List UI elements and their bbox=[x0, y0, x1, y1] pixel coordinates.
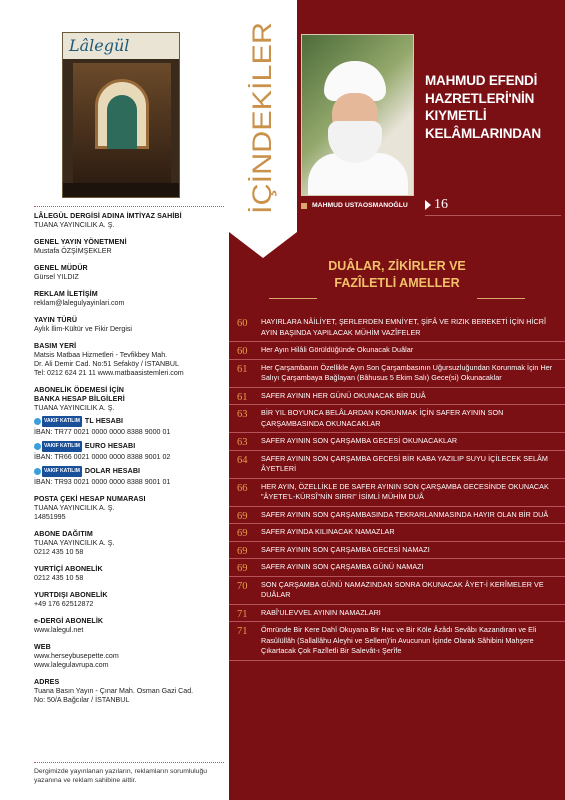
colophon-block-edergi: e-DERGİ ABONELİK www.lalegul.net bbox=[34, 617, 104, 634]
contents-heading-text: İÇİNDEKİLER bbox=[248, 44, 277, 214]
section-heading: DUÂLAR, ZİKİRLER VE FAZÎLETLİ AMELLER bbox=[328, 259, 466, 290]
colophon-block-publisher: LÂLEGÜL DERGİSİ ADINA İMTİYAZ SAHİBİ TUANA YAYINCILIK A. Ş. bbox=[34, 212, 182, 229]
feature-photo bbox=[301, 34, 414, 196]
toc-entry-title: SAFER AYININ HER GÜNÜ OKUNACAK BİR DUÂ bbox=[261, 390, 426, 400]
bank-logo-icon bbox=[34, 468, 41, 475]
section-rule-right bbox=[477, 298, 525, 299]
divider bbox=[34, 762, 224, 763]
toc-entry-page: 69 bbox=[237, 510, 248, 522]
toc-entry-title: BİR YIL BOYUNCA BELÂLARDAN KORUNMAK İÇİN SAFER AYININ SON ÇARŞAMBASINDA OKUNACAKLAR bbox=[261, 408, 504, 428]
toc-entry-page: 63 bbox=[237, 437, 248, 448]
bank-logo-icon bbox=[34, 418, 41, 425]
toc-entry-title: SON ÇARŞAMBA GÜNÜ NAMAZINDAN SONRA OKUNACAK ÂYET-İ KERÎMELER VE DUÂLAR bbox=[261, 579, 544, 599]
toc-entry[interactable] bbox=[229, 479, 565, 507]
colophon-block-web: WEB www.herseybusepette.com www.lalegulavrupa.com bbox=[34, 643, 119, 669]
contents-heading bbox=[248, 18, 278, 218]
toc-entry[interactable] bbox=[229, 622, 565, 661]
toc-entry-page: 63 bbox=[237, 409, 248, 420]
toc-entry-page: 69 bbox=[237, 563, 248, 574]
toc-entry-title: SAFER AYININ SON ÇARŞAMBA GECESİ OKUNACAKLAR bbox=[261, 436, 458, 445]
toc-entry[interactable] bbox=[229, 507, 565, 525]
toc-entry-page: 69 bbox=[237, 528, 248, 539]
toc-entry-page: 64 bbox=[237, 454, 248, 466]
toc-entry[interactable] bbox=[229, 451, 565, 479]
masthead-column bbox=[0, 0, 229, 800]
toc-entry-page: 70 bbox=[237, 580, 248, 592]
toc-entry-title: SAFER AYININ SON ÇARŞAMBA GÜNÜ NAMAZI bbox=[261, 562, 424, 571]
toc-entry[interactable] bbox=[229, 577, 565, 605]
toc-entry-title: Her Ayın Hilâli Görüldüğünde Okunacak Duâlar bbox=[261, 345, 414, 354]
toc-entry[interactable] bbox=[229, 524, 565, 542]
toc-entry-page: 71 bbox=[237, 626, 248, 637]
toc-entry-page: 61 bbox=[237, 391, 248, 403]
toc-entry[interactable] bbox=[229, 314, 565, 342]
toc-entry[interactable] bbox=[229, 433, 565, 451]
feature-title[interactable]: MAHMUD EFENDİ HAZRETLERİ'NİN KIYMETLİ KELÂMLARINDAN bbox=[425, 73, 541, 141]
toc-entry-title: SAFER AYINDA KILINACAK NAMAZLAR bbox=[261, 527, 395, 536]
bank-account-dollar: VAKIF KATILIM DOLAR HESABI İBAN: TR93 0021 0000 0000 8388 9001 01 bbox=[34, 467, 171, 486]
toc-entry-page: 69 bbox=[237, 545, 248, 557]
divider bbox=[34, 206, 224, 207]
arrow-right-icon bbox=[425, 200, 431, 210]
disclaimer: Dergimizde yayınlanan yazıların, reklamların sorumluluğu yazanına ve reklam sahibine aittir. bbox=[34, 768, 208, 784]
feature-page-number[interactable]: 16 bbox=[425, 197, 448, 213]
colophon-block-printer: BASIM YERİ Matsis Matbaa Hizmetleri - Tevfikbey Mah. Dr. Ali Demir Cad. No:51 Sefaköy / İSTANBUL Tel: 0212 624 21 11 www.matbaasistemleri.com bbox=[34, 342, 184, 377]
colophon-block-postal: POSTA ÇEKİ HESAP NUMARASI TUANA YAYINCILIK A. Ş. 14851995 bbox=[34, 495, 146, 521]
contents-list bbox=[229, 314, 565, 661]
toc-entry[interactable] bbox=[229, 388, 565, 406]
colophon-block-type: YAYIN TÜRÜ Aylık İlim-Kültür ve Fikir Dergisi bbox=[34, 316, 133, 333]
toc-entry[interactable] bbox=[229, 559, 565, 577]
colophon-block-address: ADRES Tuana Basın Yayın - Çınar Mah. Osman Gazi Cad. No: 50/A Bağcılar / İSTANBUL bbox=[34, 678, 194, 704]
colophon-block-manager: GENEL MÜDÜR Gürsel YILDIZ bbox=[34, 264, 88, 281]
cover-logo: Lâlegül bbox=[69, 36, 130, 55]
toc-entry-page: 60 bbox=[237, 346, 248, 357]
toc-entry-title: SAFER AYININ SON ÇARŞAMBASINDA TEKRARLANMASINDA HAYIR OLAN BİR DUÂ bbox=[261, 509, 549, 519]
toc-entry-page: 61 bbox=[237, 363, 248, 375]
toc-entry-title: Ömründe Bir Kere Dahî Okuyana Bir Hac ve Bir Köle Âzâdı Sevâbı Kazandıran ve Eli Rasûlüllâh (Sallallâhu Aleyhi ve Sellem)'in Avucunun İçinde Olarak Sâhibini Mahşere Çıkartacak Çok Fazîletli Bir Salevât-ı Şerîfe bbox=[261, 625, 537, 655]
colophon-block-ads: REKLAM İLETİŞİM reklam@lalegulyayinlari.com bbox=[34, 290, 125, 307]
toc-entry[interactable] bbox=[229, 360, 565, 388]
magazine-cover-image bbox=[62, 32, 180, 198]
toc-entry[interactable] bbox=[229, 605, 565, 623]
colophon bbox=[34, 212, 226, 713]
toc-entry-title: SAFER AYININ SON ÇARŞAMBA GECESİ NAMAZI bbox=[261, 544, 430, 554]
bank-account-euro: VAKIF KATILIM EURO HESABI İBAN: TR66 0021 0000 0000 8388 9001 02 bbox=[34, 442, 171, 461]
banking-info: ABONELİK ÖDEMESİ İÇİN BANKA HESAP BİLGİLERİ TUANA YAYINCILIK A. Ş. VAKIF KATILIM TL HESABI İBAN: TR77 0021 0000 0000 8388 9000 01 VAKIF KATILIM EURO HESABI İBAN: TR66 0021 0000 0000 8388 9001 02 VAKIF KATILIM DOLAR HESABI İBAN: TR93 0021 0000 0000 8388 9001 01 bbox=[34, 386, 226, 487]
toc-entry-title: SAFER AYININ SON ÇARŞAMBA GECESİ BİR KABA YAZILIP SUYU İÇİLECEK SELÂM ÂYETLERİ bbox=[261, 453, 548, 473]
bank-account-tl: VAKIF KATILIM TL HESABI İBAN: TR77 0021 0000 0000 8388 9000 01 bbox=[34, 417, 171, 436]
divider bbox=[425, 215, 561, 216]
contents-panel bbox=[229, 0, 565, 800]
colophon-block-domestic: YURTİÇİ ABONELİK 0212 435 10 58 bbox=[34, 565, 103, 582]
toc-entry-page: 71 bbox=[237, 608, 248, 620]
toc-entry-page: 66 bbox=[237, 482, 248, 494]
toc-entry[interactable] bbox=[229, 405, 565, 433]
bullet-square-icon bbox=[301, 203, 307, 209]
toc-entry[interactable] bbox=[229, 542, 565, 560]
section-rule-left bbox=[269, 298, 317, 299]
colophon-block-editor: GENEL YAYIN YÖNETMENİ Mustafa ÖZŞİMŞEKLER bbox=[34, 238, 127, 255]
bank-logo-icon bbox=[34, 443, 41, 450]
toc-entry-title: HAYIRLARA NÂİLİYET, ŞERLERDEN EMNİYET, ŞİFÂ VE RIZIK BEREKETİ İÇİN HİCRÎ AYIN BAŞINDA YAPILACAK MÜHİM VAZÎFELER bbox=[261, 317, 547, 337]
toc-entry-page: 60 bbox=[237, 318, 248, 329]
toc-entry[interactable] bbox=[229, 342, 565, 360]
toc-entry-title: HER AYIN, ÖZELLİKLE DE SAFER AYININ SON ÇARŞAMBA GECESİNDE OKUNACAK "ÂYETE'L-KÜRSÎ"NİN SIRRI" İSİMLİ MÜHİM DUÂ bbox=[261, 481, 549, 501]
colophon-block-distribution: ABONE DAĞITIM TUANA YAYINCILIK A. Ş. 0212 435 10 58 bbox=[34, 530, 115, 556]
toc-entry-title: RABÎ'ULEVVEL AYININ NAMAZLARI bbox=[261, 607, 381, 617]
toc-entry-title: Her Çarşambanın Özellikle Ayın Son Çarşambasının Uğursuzluğundan Korunmak İçin Her Salıyı Çarşambaya Bağlayan (Bâhusus 5 Ekim Salı) Gece(si) Okunacaklar bbox=[261, 362, 553, 382]
feature-author: MAHMUD USTAOSMANOĞLU bbox=[301, 202, 408, 209]
colophon-block-abroad: YURTDIŞI ABONELİK +49 176 62512872 bbox=[34, 591, 108, 608]
